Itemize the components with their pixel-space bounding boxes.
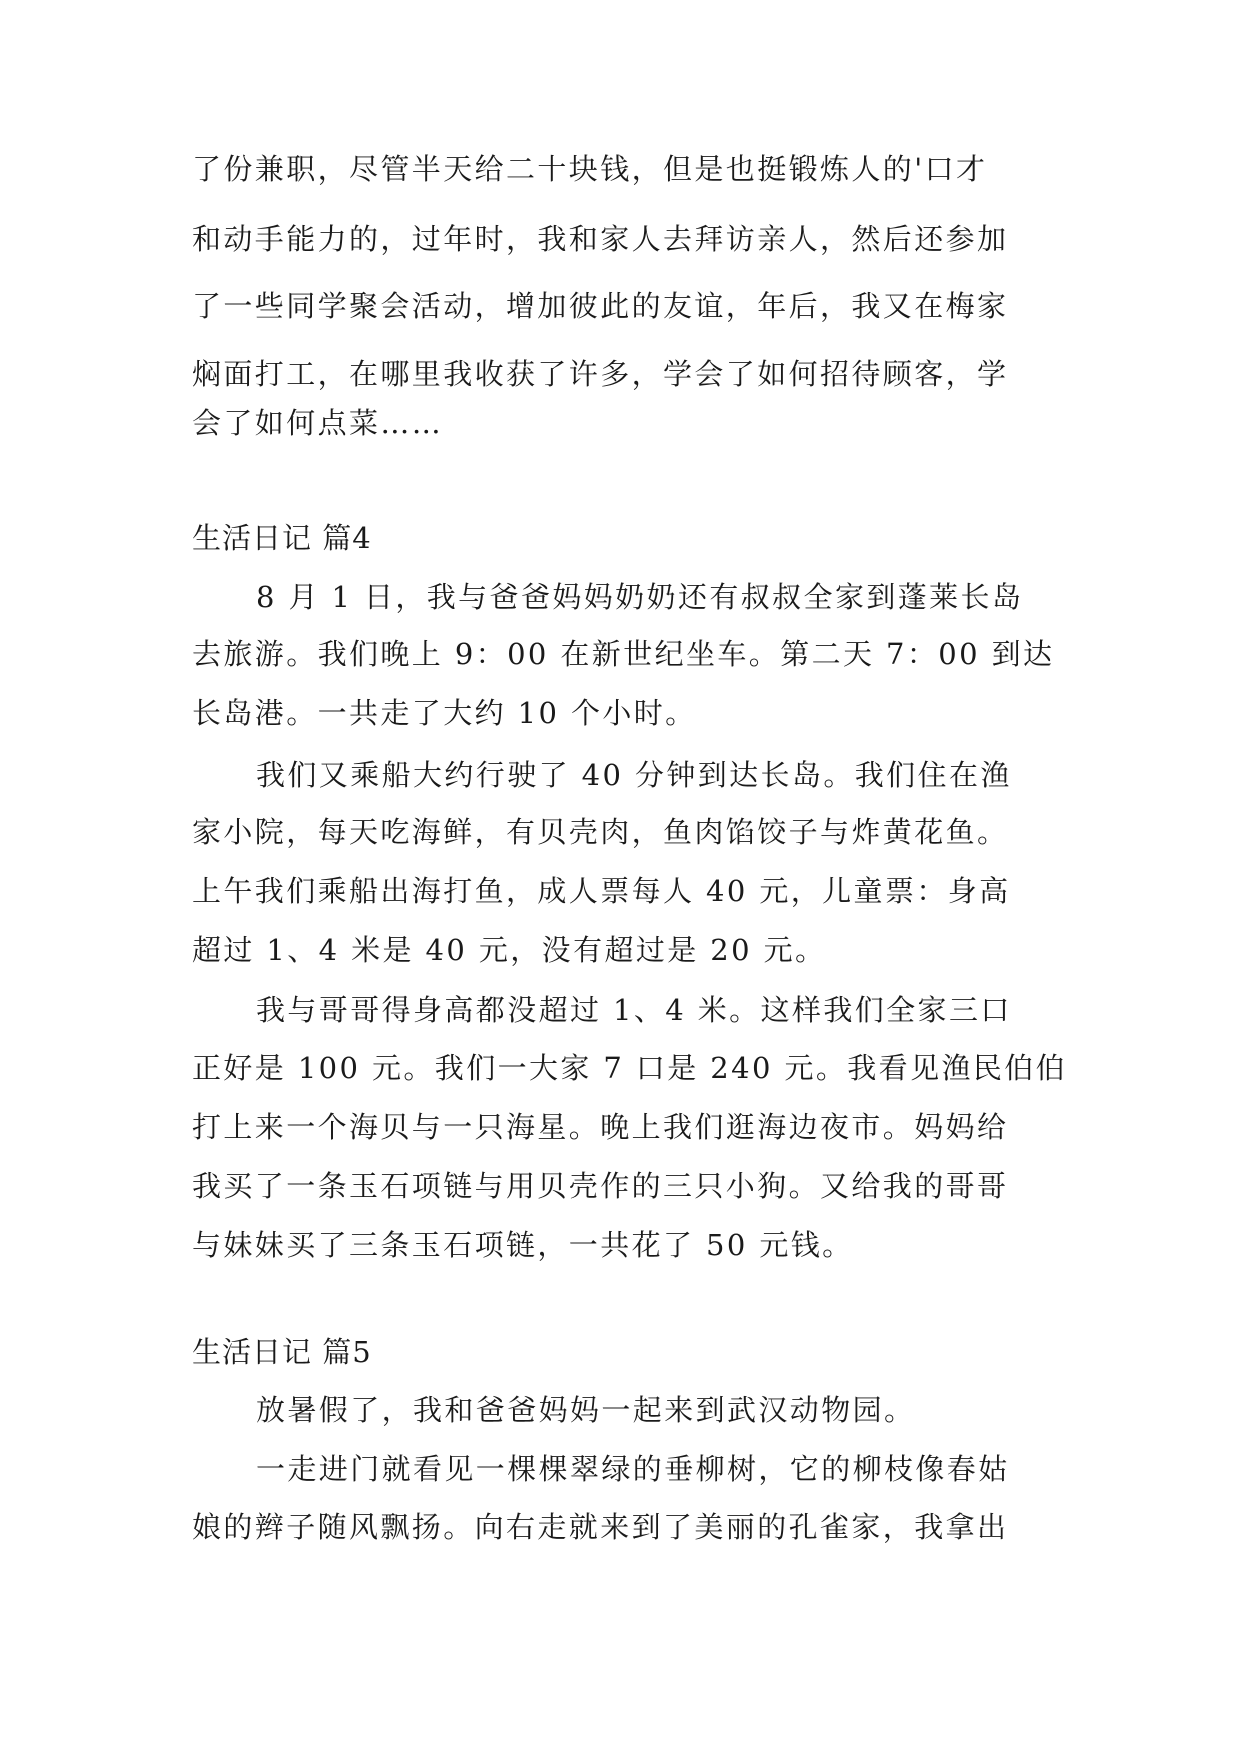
text-line: 8 月 1 日，我与爸爸妈妈奶奶还有叔叔全家到蓬莱长岛	[256, 580, 1024, 614]
text-line: 超过 1、4 米是 40 元，没有超过是 20 元。	[192, 933, 827, 967]
text-line: 长岛港。一共走了大约 10 个小时。	[192, 696, 697, 730]
text-line: 我与哥哥得身高都没超过 1、4 米。这样我们全家三口	[256, 993, 1012, 1027]
text-line: 家小院，每天吃海鲜，有贝壳肉，鱼肉馅饺子与炸黄花鱼。	[192, 815, 1009, 849]
text-line: 会了如何点菜……	[192, 406, 444, 440]
text-line: 正好是 100 元。我们一大家 7 口是 240 元。我看见渔民伯伯	[192, 1051, 1068, 1085]
text-line: 上午我们乘船出海打鱼，成人票每人 40 元，儿童票：身高	[192, 874, 1011, 908]
section-4-title: 生活日记 篇4	[192, 521, 372, 555]
text-line: 和动手能力的，过年时，我和家人去拜访亲人，然后还参加	[192, 222, 1009, 256]
text-line: 我们又乘船大约行驶了 40 分钟到达长岛。我们住在渔	[256, 758, 1012, 792]
text-line: 了份兼职，尽管半天给二十块钱，但是也挺锻炼人的'口才	[192, 152, 988, 186]
section-5-title: 生活日记 篇5	[192, 1335, 372, 1369]
text-line: 与妹妹买了三条玉石项链，一共花了 50 元钱。	[192, 1228, 854, 1262]
text-line: 娘的辫子随风飘扬。向右走就来到了美丽的孔雀家，我拿出	[192, 1510, 1009, 1544]
text-line: 打上来一个海贝与一只海星。晚上我们逛海边夜市。妈妈给	[192, 1110, 1009, 1144]
text-line: 去旅游。我们晚上 9：00 在新世纪坐车。第二天 7：00 到达	[192, 637, 1055, 671]
text-line: 了一些同学聚会活动，增加彼此的友谊，年后，我又在梅家	[192, 289, 1009, 323]
text-line: 放暑假了，我和爸爸妈妈一起来到武汉动物园。	[256, 1393, 916, 1427]
text-line: 焖面打工，在哪里我收获了许多，学会了如何招待顾客，学	[192, 357, 1009, 391]
text-line: 我买了一条玉石项链与用贝壳作的三只小狗。又给我的哥哥	[192, 1169, 1009, 1203]
text-line: 一走进门就看见一棵棵翠绿的垂柳树，它的柳枝像春姑	[256, 1452, 1010, 1486]
